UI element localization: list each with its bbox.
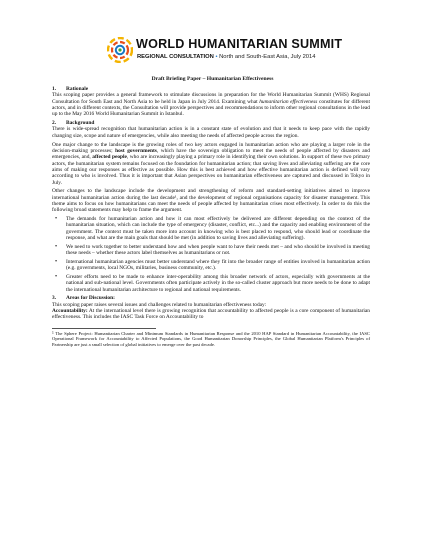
list-item: • Greater efforts need to be made to enhance inter-operability among this broader network of actors, especially with governments at the national and sub-national level. Governments often participate actively in the so-called cluster approach but more needs to be done to adapt the international humanitarian architecture to regional and national requirements.: [66, 274, 370, 293]
paragraph-accountability: [52, 308, 370, 321]
footnote-text: The Sphere Project: Humanitarian Charter and Minimum Standards in Humanitarian Response and the 2010 HAP Standard in Humanitarian Accountability, the IASC Operational Framework for Accountability to Affected Populations, the Good Humanitarian Donorship Principles, the Global Humanitarian Platform's Principles of Partnership are just a small selection of global initiatives to emerge over the past decade.: [52, 330, 370, 347]
document-body: [52, 84, 370, 348]
section-title: Areas for Discussion:: [66, 295, 115, 302]
accountability-text: At the international level there is growing recognition that accountability to affected people is a core component of humanitarian effectiveness. This includes the IASC Task Force on Accountability to: [52, 308, 370, 321]
paragraph-background-3: Other changes to the landscape include the development and strengthening of reform and standard-setting initiatives aimed to improve international humanitarian action during the last decade¹, and the development of regional organisations capacity for disaster management. This theme aims to focus on how humanitarians can meet the needs of people affected by humanitarian crises most effectively. In order to do this the following broad statements may help to frame the argument.: [52, 188, 370, 214]
consultation-subtitle: [137, 54, 315, 60]
summit-title-text: WORLD HUMANITARIAN SUMMIT: [136, 37, 343, 51]
footnote-divider: [52, 328, 156, 329]
paragraph-discussion-1: This scoping paper raises several issues and challenges related to humanitarian effectiveness today:: [52, 301, 267, 308]
subtitle-label: REGIONAL CONSULTATION: [137, 54, 214, 60]
paragraph-background-1: There is wide-spread recognition that humanitarian action is in a constant state of evolution and that it needs to keep pace with the rapidly changing size, scope and nature of emergencies, while also meeting the needs of affected people across the region.: [52, 126, 370, 139]
section-number: 1.: [52, 86, 57, 92]
section-number: 3.: [52, 295, 57, 302]
section-title: Background: [66, 120, 95, 127]
footnote: [52, 331, 370, 348]
statement-list: [52, 216, 370, 293]
list-item: • We need to work together to better understand how and when people want to have their needs met – and who should be involved in meeting these needs – whether these actors label themselves as humanitarians or not.: [66, 244, 370, 257]
section-number: 2.: [52, 120, 57, 127]
whs-logo-icon: [107, 37, 133, 63]
paragraph-background-2: One major change to the landscape is the growing roles of two key actors engaged in humanitarian action who are playing a larger role in the decision-making processes; host governments, which have the sovereign obligation to meet the needs of people affected by disasters and emergencies, and, affected people, who are increasingly playing a primary role in identifying their own solutions. In support of these two primary actors, the humanitarian system remains focused on the foundation for humanitarian action; that saving lives and alleviating suffering are the core aims of making our responses as effective as possible. How this is best achieved and how effective humanitarian action is defined will vary according to who is involved. Thus it is important that Asian perspectives on humanitarian effectiveness are captured and discussed in Tokyo in July.: [52, 141, 371, 186]
list-item: • International humanitarian agencies must better understand where they fit into the broader range of entities involved in humanitarian action (e.g. governments, local NGOs, militaries, business community, etc.).: [66, 259, 370, 272]
section-title: Rationale: [66, 86, 89, 92]
paragraph-rationale: This scoping paper provides a general framework to stimulate discussions in preparation for the World Humanitarian Summit (WHS) Regional Consultation for South East and North Asia to be held in Japan in July 2014. Examining what humanitarian effectiveness constitutes for different actors, and in different contexts, the Consultation will provide perspectives and recommendations to inform other regional consultations in the lead up to the May 2016 World Humanitarian Summit in Istanbul.: [52, 92, 370, 118]
document-title: Draft Briefing Paper – Humanitarian Effectiveness: [151, 76, 274, 82]
footnote-mark: 1: [52, 330, 54, 335]
bullet-separator: •: [215, 54, 220, 60]
summit-title: [136, 37, 342, 51]
accountability-lead: Accountability:: [52, 308, 88, 315]
list-item: • The demands for humanitarian action and how it can most effectively be delivered are different depending on the context of the humanitarian situation, which can include the type of emergency (disaster, conflict, etc...) and the capacity and enabling environment of the government. The context must be taken more into account in knowing who is best placed to respond, who should lead or coordinate the response, and what are the main goals that should be met (in addition to saving lives and alleviating suffering).: [66, 216, 370, 241]
subtitle-region: North and South-East Asia, July 2014: [219, 54, 316, 60]
